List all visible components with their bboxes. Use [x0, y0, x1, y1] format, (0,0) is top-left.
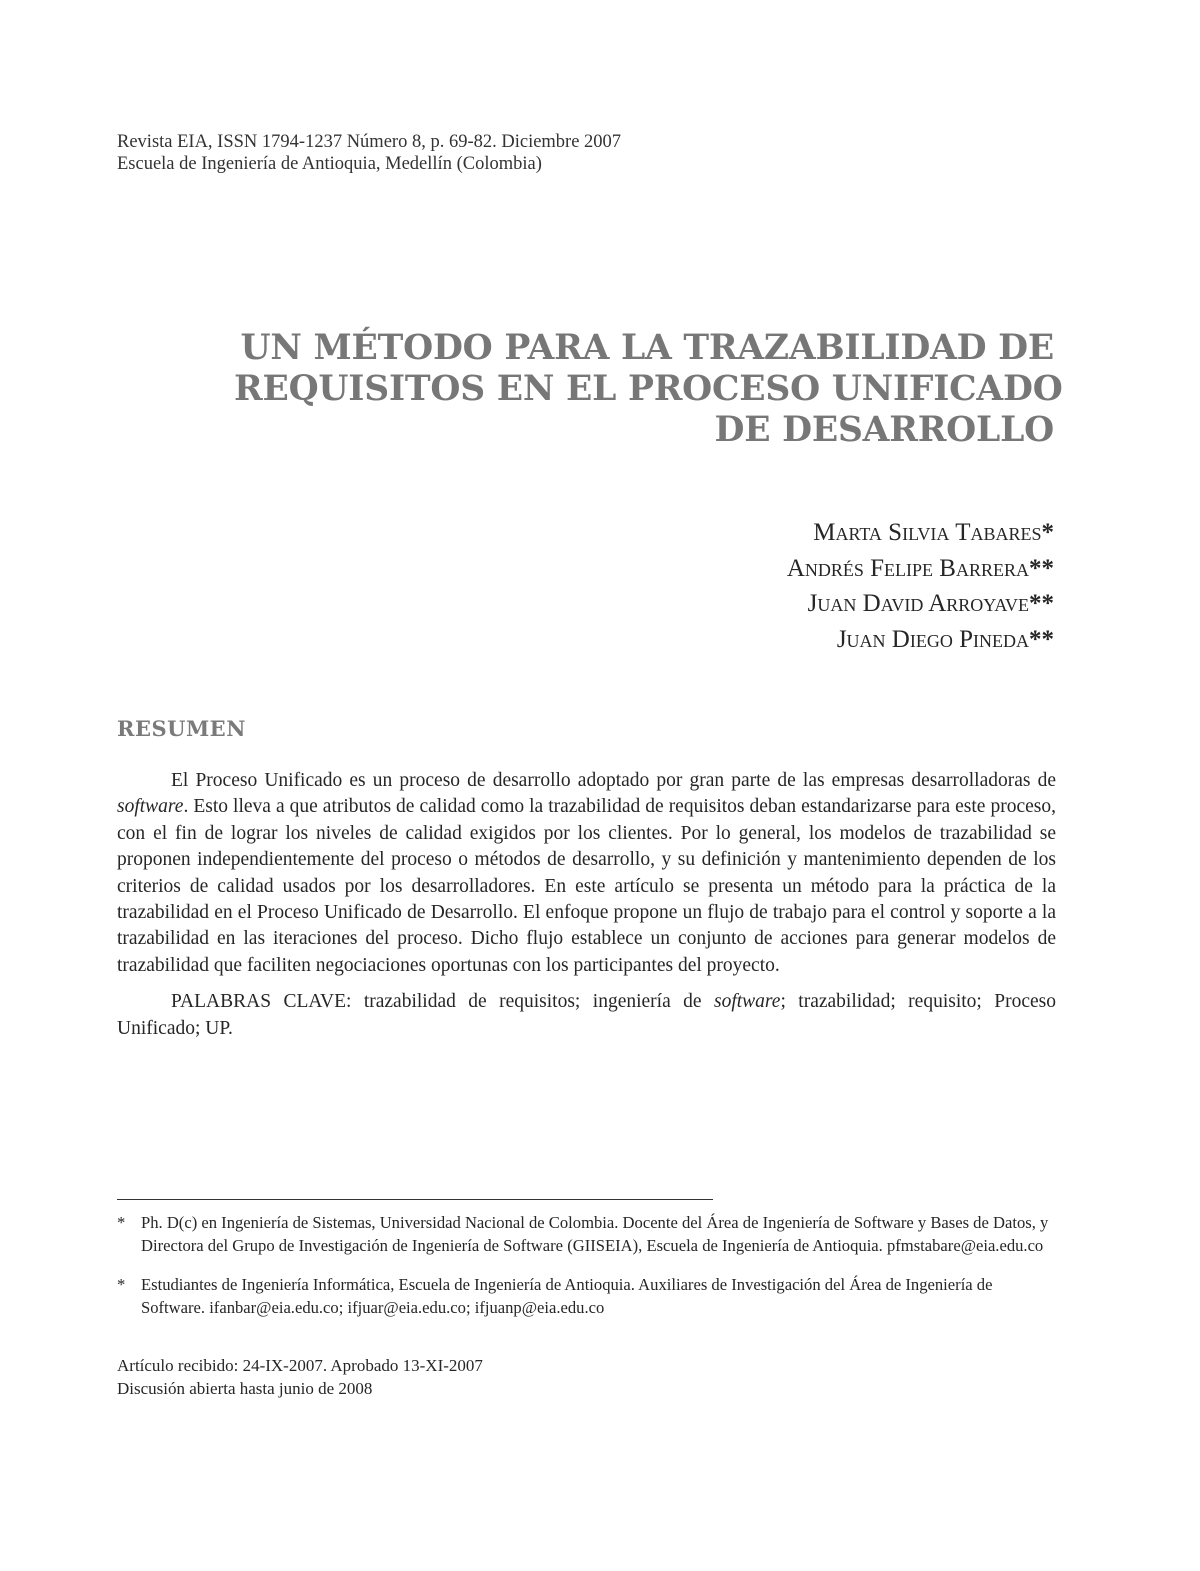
abstract-body	[117, 768, 1056, 1042]
author-name: Marta Silvia Tabares*	[813, 519, 1054, 546]
author-footnote-mark: **	[1029, 590, 1054, 617]
journal-header	[117, 131, 817, 175]
footnote-text: Estudiantes de Ingeniería Informática, Escuela de Ingeniería de Antioquia. Auxiliares de Investigación del Área de Ingeniería de Software. ifanbar@eia.edu.co; ifjuar@eia.edu.co; ifjuanp@eia.edu.co	[141, 1275, 993, 1317]
footnote	[117, 1212, 1057, 1257]
keywords-paragraph: PALABRAS CLAVE: trazabilidad de requisitos; ingeniería de software; trazabilidad; requisito; Proceso Unificado; UP.	[117, 991, 1056, 1039]
title-line: DE DESARROLLO	[714, 410, 1054, 450]
author-name: Juan Diego Pineda**	[836, 625, 1054, 653]
journal-institution: Escuela de Ingeniería de Antioquia, Medellín (Colombia)	[117, 154, 542, 174]
journal-citation: Revista EIA, ISSN 1794-1237 Número 8, p. 69-82. Diciembre 2007	[117, 132, 622, 152]
footnote-mark: *	[117, 1275, 126, 1294]
discussion-open-line: Discusión abierta hasta junio de 2008	[117, 1378, 373, 1398]
title-line: UN MÉTODO PARA LA TRAZABILIDAD DE	[240, 328, 1054, 368]
footnote-text: Ph. D(c) en Ingeniería de Sistemas, Universidad Nacional de Colombia. Docente del Área de Ingeniería de Software y Bases de Datos, y Directora del Grupo de Investigación de Ingeniería de Software (GIISEIA), Escuela de Ingeniería de Antioquia. pfmstabare@eia.edu.co	[141, 1213, 1049, 1255]
author-footnote-mark: **	[1029, 625, 1054, 653]
footnotes	[117, 1212, 1057, 1336]
article-title	[234, 328, 1063, 451]
author-footnote-mark: *	[1041, 519, 1054, 546]
article-dates	[117, 1355, 817, 1400]
title-line: REQUISITOS EN EL PROCESO UNIFICADO	[234, 369, 1063, 409]
footnote-divider	[117, 1199, 713, 1200]
abstract-heading: RESUMEN	[117, 716, 246, 741]
author-footnote-mark: **	[1029, 554, 1054, 582]
received-approved-line: Artículo recibido: 24-IX-2007. Aprobado 13-XI-2007	[117, 1356, 483, 1375]
author-name: Juan David Arroyave**	[807, 590, 1054, 617]
author-list	[454, 515, 1054, 657]
author-name: Andrés Felipe Barrera**	[786, 554, 1054, 582]
abstract-paragraph: El Proceso Unificado es un proceso de desarrollo adoptado por gran parte de las empresas desarrolladoras de software. Esto lleva a que atributos de calidad como la trazabilidad de requisitos deban estandarizarse para este proceso, con el fin de lograr los niveles de calidad exigidos por los clientes. Por lo general, los modelos de trazabilidad se proponen independientemente del proceso o métodos de desarrollo, y su definición y mantenimiento dependen de los criterios de calidad usados por los desarrolladores. En este artículo se presenta un método para la práctica de la trazabilidad en el Proceso Unificado de Desarrollo. El enfoque propone un flujo de trabajo para el control y soporte a la trazabilidad en las iteraciones del proceso. Dicho flujo establece un conjunto de acciones para generar modelos de trazabilidad que faciliten negociaciones oportunas con los participantes del proyecto.	[117, 770, 1056, 976]
footnote-mark: *	[117, 1213, 126, 1232]
footnote	[117, 1274, 1057, 1319]
